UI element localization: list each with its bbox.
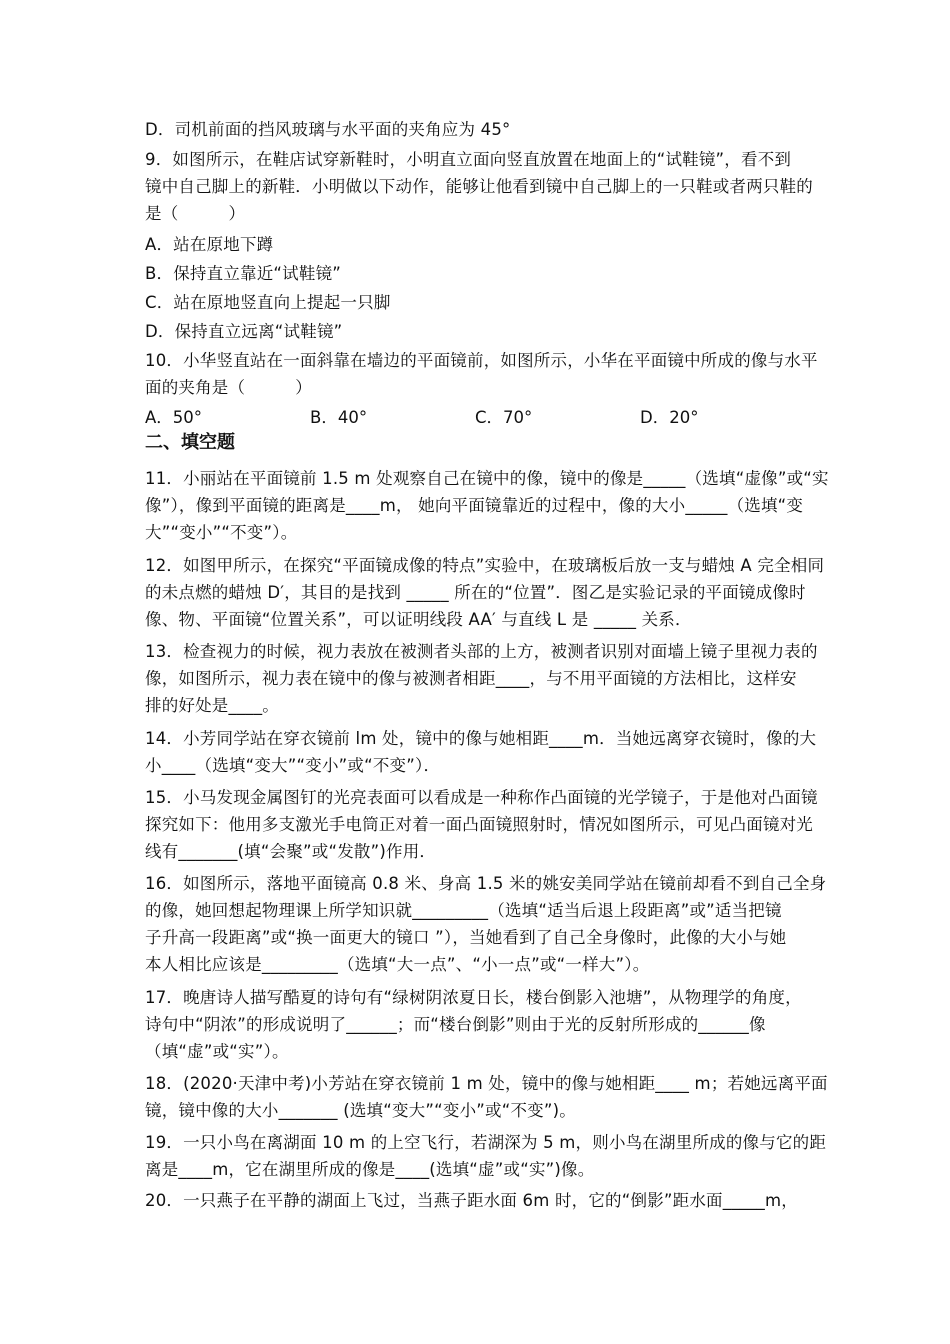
- q9-option-d: D．保持直立远离“试鞋镜”: [145, 322, 343, 341]
- q16-text-line-1: 16．如图所示，落地平面镜高 0.8 米、身高 1.5 米的姚安美同学站在镜前却看不到自己全身: [145, 874, 827, 893]
- q15-text-line-3: 线有_______(填“会聚”或“发散”)作用．: [145, 842, 437, 861]
- q12-text-line-1: 12．如图甲所示，在探究“平面镜成像的特点”实验中，在玻璃板后放一支与蜡烛 A 完全相同: [145, 556, 825, 575]
- q8-option-d: D．司机前面的挡风玻璃与水平面的夹角应为 45°: [145, 120, 511, 139]
- q9-option-b: B．保持直立靠近“试鞋镜”: [145, 264, 342, 283]
- q9-text-line-1: 9．如图所示，在鞋店试穿新鞋时，小明直立面向竖直放置在地面上的“试鞋镜”，看不到: [145, 150, 792, 169]
- q11-text-line-2: 像”），像到平面镜的距离是____m， 她向平面镜靠近的过程中，像的大小_____（选填“变: [145, 496, 804, 515]
- q11-text-line-1: 11．小丽站在平面镜前 1.5 m 处观察自己在镜中的像，镜中的像是_____（选填“虚像”或“实: [145, 469, 829, 488]
- q10-option-d: D．20°: [640, 408, 699, 427]
- q9-text-line-3: 是（ ）: [145, 204, 246, 223]
- q17-text-line-2: 诗句中“阴浓”的形成说明了______；而“楼台倒影”则由于光的反射所形成的______像: [145, 1015, 766, 1034]
- q17-text-line-3: （填“虚”或“实”）。: [145, 1042, 289, 1061]
- q10-text-line-2: 面的夹角是（ ）: [145, 378, 312, 397]
- q10-option-c: C．70°: [475, 408, 533, 427]
- q10-option-b: B．40°: [310, 408, 368, 427]
- q13-text-line-2: 像，如图所示，视力表在镜中的像与被测者相距____，与不用平面镜的方法相比，这样安: [145, 669, 797, 688]
- q14-text-line-2: 小____（选填“变大”“变小”或“不变”）．: [145, 756, 441, 775]
- q9-option-c: C．站在原地竖直向上提起一只脚: [145, 293, 391, 312]
- q17-text-line-1: 17．晚唐诗人描写酷夏的诗句有“绿树阴浓夏日长，楼台倒影入池塘”，从物理学的角度，: [145, 988, 802, 1007]
- q13-text-line-1: 13．检查视力的时候，视力表放在被测者头部的上方，被测者识别对面墙上镜子里视力表的: [145, 642, 818, 661]
- q9-option-a: A．站在原地下蹲: [145, 235, 274, 254]
- q12-text-line-2: 的未点燃的蜡烛 D′，其目的是找到 _____ 所在的“位置”．图乙是实验记录的平面镜成像时: [145, 583, 806, 602]
- q15-text-line-2: 探究如下：他用多支激光手电筒正对着一面凸面镜照射时，情况如图所示，可见凸面镜对光: [145, 815, 813, 834]
- q18-text-line-2: 镜，镜中像的大小_______ (选填“变大”“变小”或“不变”)。: [145, 1101, 576, 1120]
- q18-text-line-1: 18．(2020·天津中考)小芳站在穿衣镜前 1 m 处，镜中的像与她相距____ m；若她远离平面: [145, 1074, 828, 1093]
- q19-text-line-1: 19．一只小鸟在离湖面 10 m 的上空飞行，若湖深为 5 m，则小鸟在湖里所成的像与它的距: [145, 1133, 827, 1152]
- q20-text-line-1: 20．一只燕子在平静的湖面上飞过，当燕子距水面 6m 时，它的“倒影”距水面_____m，: [145, 1191, 798, 1210]
- q9-text-line-2: 镜中自己脚上的新鞋．小明做以下动作，能够让他看到镜中自己脚上的一只鞋或者两只鞋的: [145, 177, 813, 196]
- q13-text-line-3: 排的好处是____。: [145, 696, 279, 715]
- q16-text-line-4: 本人相比应该是_________（选填“大一点”、“小一点”或“一样大”）。: [145, 955, 650, 974]
- q15-text-line-1: 15．小马发现金属图钉的光亮表面可以看成是一种称作凸面镜的光学镜子，于是他对凸面镜: [145, 788, 818, 807]
- q10-option-a: A．50°: [145, 408, 203, 427]
- q19-text-line-2: 离是____m，它在湖里所成的像是____(选填“虚”或“实”)像。: [145, 1160, 595, 1179]
- q12-text-line-3: 像、物、平面镜“位置关系”，可以证明线段 AA′ 与直线 L 是 _____ 关系．: [145, 610, 692, 629]
- q14-text-line-1: 14．小芳同学站在穿衣镜前 lm 处，镜中的像与她相距____m．当她远离穿衣镜时，像的大: [145, 729, 817, 748]
- q10-text-line-1: 10．小华竖直站在一面斜靠在墙边的平面镜前，如图所示，小华在平面镜中所成的像与水平: [145, 351, 818, 370]
- q11-text-line-3: 大”“变小”“不变”）。: [145, 523, 298, 542]
- q16-text-line-2: 的像，她回想起物理课上所学知识就_________（选填“适当后退上段距离”或”适当把镜: [145, 901, 782, 920]
- q16-text-line-3: 子升高一段距离”或“换一面更大的镜口 ”），当她看到了自己全身像时，此像的大小与她: [145, 928, 787, 947]
- section-heading: 二、填空题: [145, 432, 235, 453]
